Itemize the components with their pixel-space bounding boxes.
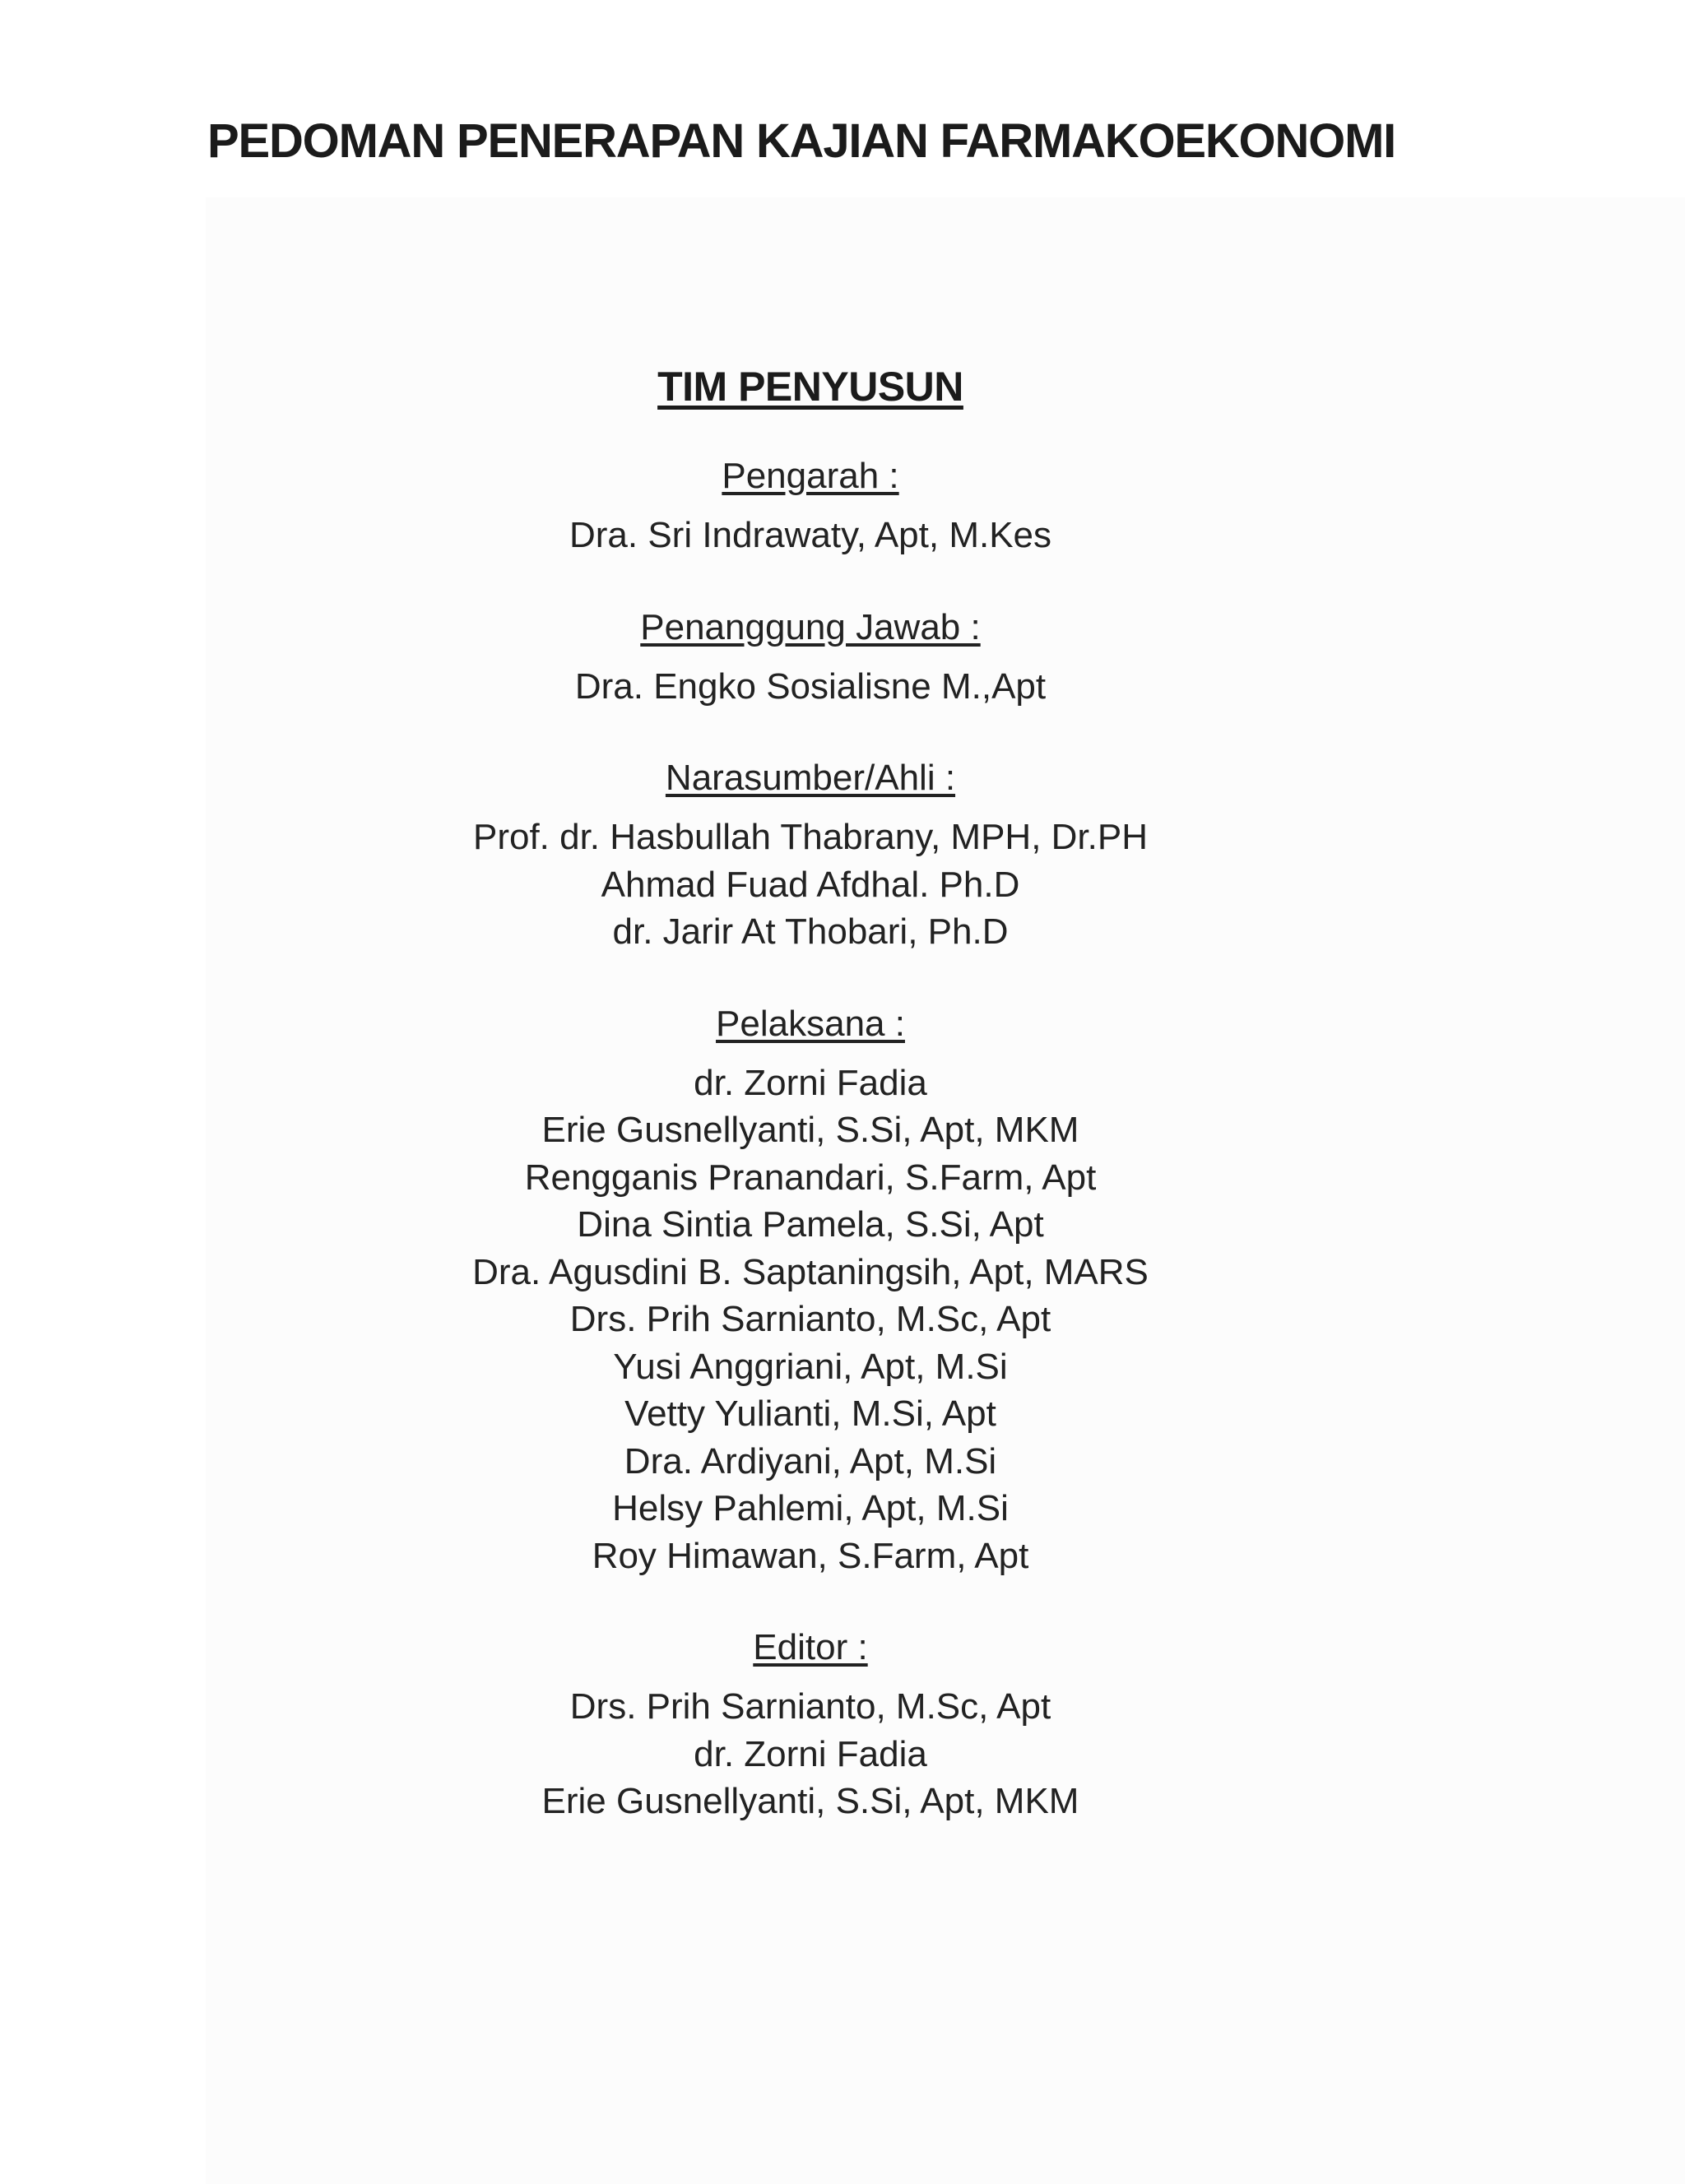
- section-label-pengarah: Pengarah :: [722, 456, 899, 496]
- section-editor: [0, 1624, 1621, 1825]
- section-penanggung-jawab: [0, 604, 1621, 711]
- person-name: Ahmad Fuad Afdhal. Ph.D: [601, 864, 1020, 905]
- person-name: Prof. dr. Hasbullah Thabrany, MPH, Dr.PH: [472, 817, 1149, 857]
- person-name: Erie Gusnellyanti, S.Si, Apt, MKM: [541, 1781, 1079, 1821]
- person-name: Vetty Yulianti, M.Si, Apt: [624, 1393, 996, 1434]
- person-name: Dra. Ardiyani, Apt, M.Si: [624, 1440, 997, 1482]
- person-name: Drs. Prih Sarnianto, M.Sc, Apt: [569, 1686, 1051, 1727]
- person-name: Roy Himawan, S.Farm, Apt: [592, 1535, 1029, 1576]
- document-title: PEDOMAN PENERAPAN KAJIAN FARMAKOEKONOMI: [207, 114, 1396, 168]
- person-name: dr. Jarir At Thobari, Ph.D: [612, 911, 1009, 952]
- person-name: Dra. Sri Indrawaty, Apt, M.Kes: [569, 515, 1052, 555]
- person-name: Dra. Agusdini B. Saptaningsih, Apt, MARS: [472, 1251, 1149, 1292]
- section-label-penanggung-jawab: Penanggung Jawab :: [640, 606, 981, 647]
- person-name: Yusi Anggriani, Apt, M.Si: [613, 1346, 1008, 1387]
- team-list: [0, 362, 1621, 1870]
- person-name: Rengganis Pranandari, S.Farm, Apt: [524, 1157, 1097, 1198]
- person-name: Erie Gusnellyanti, S.Si, Apt, MKM: [541, 1110, 1079, 1150]
- person-name: Dra. Engko Sosialisne M.,Apt: [574, 665, 1047, 707]
- person-name: Drs. Prih Sarnianto, M.Sc, Apt: [569, 1299, 1051, 1339]
- section-pelaksana: [0, 1000, 1621, 1580]
- person-name: Dina Sintia Pamela, S.Si, Apt: [577, 1204, 1044, 1245]
- team-heading: TIM PENYUSUN: [657, 364, 963, 410]
- section-label-editor: Editor :: [753, 1627, 868, 1667]
- section-label-narasumber: Narasumber/Ahli :: [665, 758, 956, 798]
- section-narasumber: [0, 754, 1621, 956]
- person-name: Helsy Pahlemi, Apt, M.Si: [612, 1488, 1009, 1528]
- person-name: dr. Zorni Fadia: [694, 1733, 927, 1774]
- section-pengarah: [0, 452, 1621, 559]
- section-label-pelaksana: Pelaksana :: [716, 1003, 905, 1044]
- person-name: dr. Zorni Fadia: [694, 1062, 927, 1103]
